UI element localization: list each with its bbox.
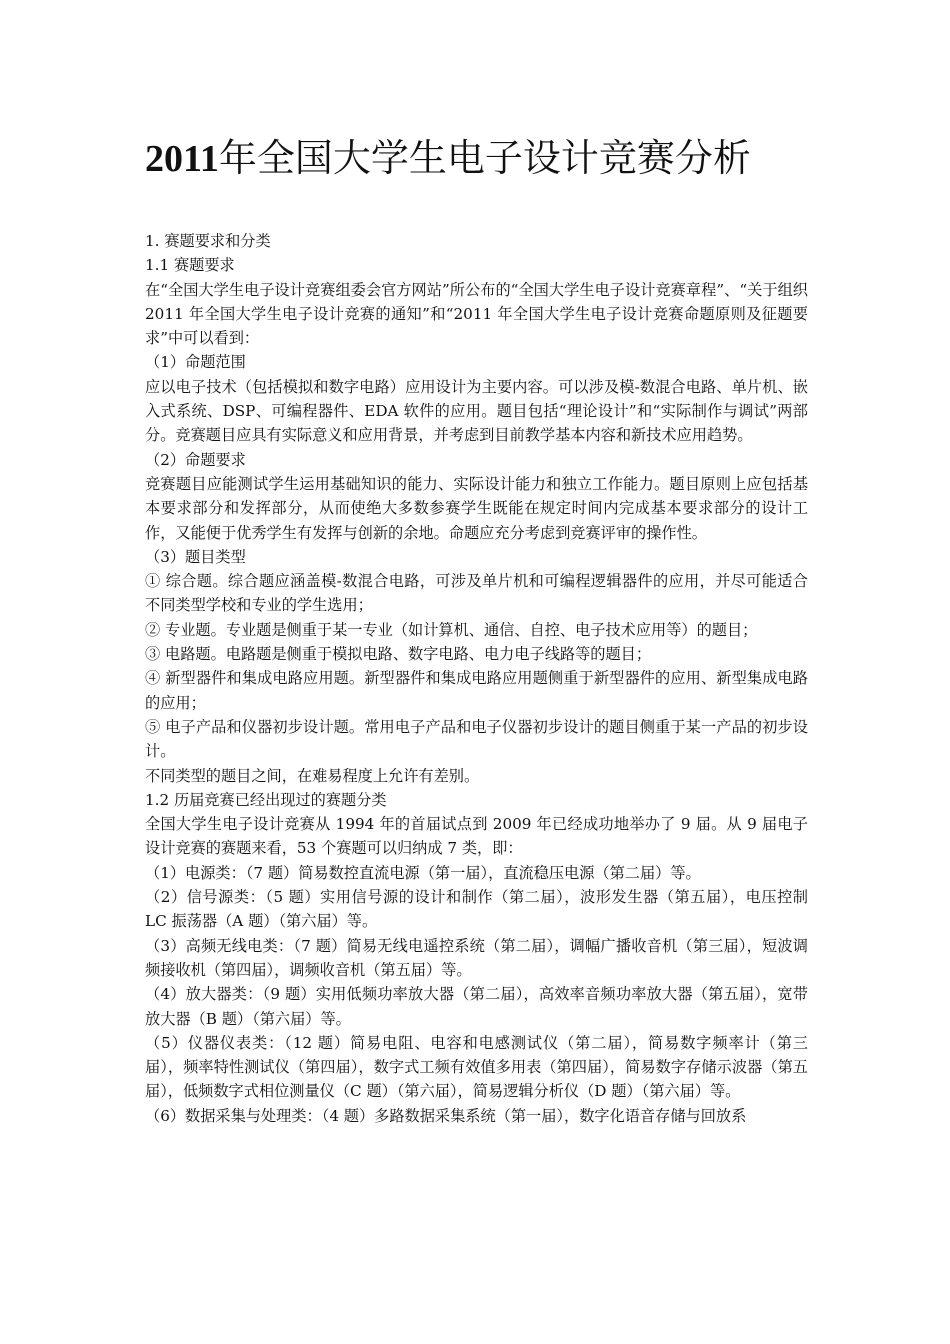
paragraph: 全国大学生电子设计竞赛从 1994 年的首届试点到 2009 年已经成功地举办了 9 届。从 9 届电子设计竞赛的赛题来看，53 个赛题可以归纳成 7 类，即：	[145, 815, 808, 858]
paragraph: 竞赛题目应能测试学生运用基础知识的能力、实际设计能力和独立工作能力。题目原则上应包括基本要求部分和发挥部分，从而使绝大多数参赛学生既能在规定时间内完成基本要求部分的设计工作，又能便于优秀学生有发挥与创新的余地。命题应充分考虑到竞赛评审的操作性。	[145, 474, 808, 542]
title-year: 2011	[145, 138, 219, 180]
subheading: （3）题目类型	[145, 547, 246, 566]
category-item: （4）放大器类：（9 题）实用低频功率放大器（第二届），高效率音频功率放大器（第五届），宽带放大器（B 题）（第六届）等。	[145, 985, 808, 1028]
heading-1-2: 1.2 历届竞赛已经出现过的赛题分类	[145, 790, 387, 809]
subheading: （1）命题范围	[145, 353, 246, 372]
list-item: ④ 新型器件和集成电路应用题。新型器件和集成电路应用题侧重于新型器件的应用、新型集成电路的应用；	[145, 669, 808, 712]
subheading: （2）命题要求	[145, 450, 246, 469]
category-item: （5）仪器仪表类：（12 题）简易电阻、电容和电感测试仪（第二届），简易数字频率计（第三届），频率特性测试仪（第四届），数字式工频有效值多用表（第四届），简易数字存储示波器（第五届），低频数字式相位测量仪（C 题）（第六届），简易逻辑分析仪（D 题）（第六届）等。	[145, 1033, 808, 1101]
heading-1-1: 1.1 赛题要求	[145, 256, 235, 275]
list-item: ① 综合题。综合题应涵盖模-数混合电路，可涉及单片机和可编程逻辑器件的应用，并尽可能适合不同类型学校和专业的学生选用；	[145, 572, 808, 615]
list-item: ③ 电路题。电路题是侧重于模拟电路、数字电路、电力电子线路等的题目；	[145, 645, 652, 664]
category-item: （1）电源类：（7 题）简易数控直流电源（第一届），直流稳压电源（第二届）等。	[145, 863, 701, 882]
document-title	[145, 134, 845, 183]
paragraph: 不同类型的题目之间，在难易程度上允许有差别。	[145, 766, 480, 785]
category-item: （2）信号源类：（5 题）实用信号源的设计和制作（第二届），波形发生器（第五届），电压控制 LC 振荡器（A 题）（第六届）等。	[145, 888, 808, 931]
category-item: （3）高频无线电类：（7 题）简易无线电遥控系统（第二届），调幅广播收音机（第三届），短波调频接收机（第四届），调频收音机（第五届）等。	[145, 936, 808, 979]
list-item: ② 专业题。专业题是侧重于某一专业（如计算机、通信、自控、电子技术应用等）的题目；	[145, 620, 758, 639]
paragraph: 在“全国大学生电子设计竞赛组委会官方网站”所公布的“全国大学生电子设计竞赛章程”、“关于组织 2011 年全国大学生电子设计竞赛的通知”和“2011 年全国大学生电子设计竞赛命题原则及征题要求”中可以看到：	[145, 280, 808, 348]
category-item: （6）数据采集与处理类：（4 题）多路数据采集系统（第一届），数字化语音存储与回放系	[145, 1106, 747, 1125]
heading-1: 1. 赛题要求和分类	[145, 232, 271, 250]
list-item: ⑤ 电子产品和仪器初步设计题。常用电子产品和电子仪器初步设计的题目侧重于某一产品的初步设计。	[145, 717, 808, 761]
paragraph: 应以电子技术（包括模拟和数字电路）应用设计为主要内容。可以涉及模-数混合电路、单片机、嵌入式系统、DSP、可编程器件、EDA 软件的应用。题目包括“理论设计”和“实际制作与调试”两部分。竞赛题目应具有实际意义和应用背景，并考虑到目前教学基本内容和新技术应用趋势。	[145, 377, 808, 445]
title-text: 年全国大学生电子设计竞赛分析	[218, 136, 751, 180]
document-body	[145, 229, 808, 1128]
